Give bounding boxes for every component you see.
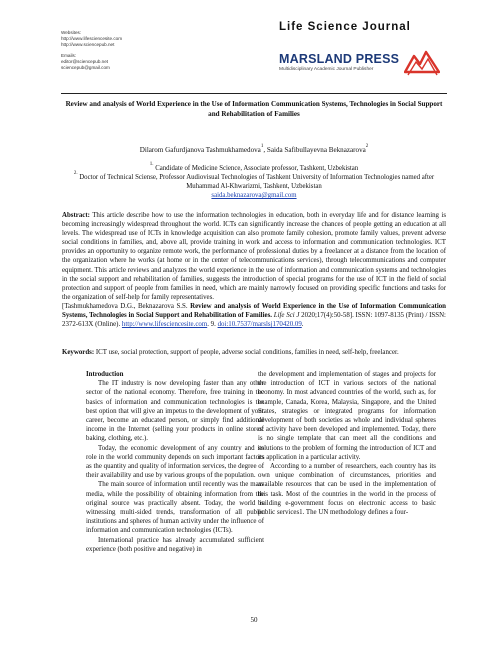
author-name: Saida Safibullayevna Beknazarova [266, 146, 366, 154]
section-heading: Introduction [86, 371, 124, 378]
journal-header [0, 0, 502, 98]
contact-block [61, 30, 122, 71]
abstract-text: This article describe how to use the information technologies in education, both in everyday life and for distance learning is becoming increasingly widespread throughout the world. ICTs can significantly increase the chances of people getting an education at all levels. The widespread use of ICTs in knowledge acquisition can also promote family cohesion, promote family values, prevent adverse social conditions in families, and, above all, provide training in work and access to information and communication technologies. ICT provides an opportunity to organize remote work, the performance of professional duties by a freelancer at a distance from the location of the organization where he works (at home or in the center of telecommunications services), through telecommunications and computer equipment. This article reviews and analyzes the world experience in the use of information and communication systems and technologies in the social support and rehabilitation of families, suggests the introduction of special programs for the use of ICT in the field of social protection and support of people from families in need, which are mainly narrowly focused on providing specific functions and tasks for the organization of self-help for family representatives. [62, 212, 446, 301]
abstract-label: Abstract: [62, 212, 90, 219]
citation-issue: . 9. [207, 321, 216, 329]
affil-marker: 2. [73, 171, 78, 176]
website-link[interactable]: http://www.lifesciencesite.com [61, 36, 123, 41]
website-link[interactable]: http://www.sciencepub.net [61, 42, 115, 47]
body-paragraph: The IT industry is now developing faster than any other sector of the national economy. Therefore, free training in the basics of information and communication technologies is the best option that will give an impetus to the development of your career, become an educated person, or simply find additional income in the Internet (selling your products in online stores: baking, clothing, etc.). [86, 380, 264, 443]
body-paragraph: The main source of information until recently was the mass media, while the possibility of obtaining information from the original source was practically absent. Today, the world is witnessing multi-sided trends, transformation of all public institutions and spheres of human activity under the influence of information and communication technologies (ICTs). [86, 481, 264, 535]
email-link[interactable]: editor@sciencepub.net [61, 59, 109, 64]
body-paragraph: the development and implementation of stages and projects for the introduction of ICT in various sectors of the national economy. In most advanced countries of the world, such as, for example, Canada, Korea, Malaysia, Singapore, and the United States, strategies or integrated programs for information development of both societies as whole and individual spheres of activity have been developed and implemented. Today, there is no single template that can meet all the conditions and solutions to the problem of forming the introduction of ICT and its application in a particular activity. [258, 371, 436, 461]
body-paragraph: International practice has already accumulated sufficient experience (both positive and negative) in [86, 536, 264, 553]
publisher-block [279, 52, 399, 72]
citation-title: Review and analysis of World Experience in the Use of Information Communication Systems, Technologies in Social Support and Rehabilitation of Families. [62, 302, 447, 320]
citation-journal: Life Sci J [273, 312, 300, 320]
email-link[interactable]: sciencepub@gmail.com [61, 65, 110, 70]
author-line [64, 146, 444, 155]
body-paragraph: Today, the economic development of any country and its role in the world community depends on such important factors as the quantity and quality of information services, the degree of their availability and use by various groups of the population. [86, 444, 264, 480]
citation-authors: [Tashmukhamedova D.G., Beknazarova S.S. [62, 302, 188, 310]
author-email-link[interactable]: saida.beknazarova@gmail.com [211, 192, 297, 199]
affiliation-1: Candidate of Medicine Science, Associate professor, Tashkent, Uzbekistan [155, 165, 359, 172]
keywords-text: ICT use, social protection, support of people, adverse social conditions, families in need, self-help, freelancer. [95, 349, 399, 356]
body-paragraph: According to a number of researchers, each country has its own unique combination of circumstances, priorities and available resources that can be used in the implementation of this task. Most of the countries in the world in the process of building e-government focus on electronic access to basic public services1. The UN methodology defines a four- [258, 463, 436, 517]
publisher-tagline: Multidisciplinary Academic Journal Publisher [279, 67, 374, 72]
affiliation-2: Doctor of Technical Sciense, Professor Audiovisual Technologies of Tashkent University of Information Technologies named after Muhammad Al-Khwarizmi, Tashkent, Uzbekistan [79, 174, 435, 190]
keywords [62, 348, 446, 357]
publisher-name: MARSLAND PRESS [279, 52, 400, 66]
author-affil-marker: 1 [260, 144, 264, 149]
citation-end: . [301, 321, 304, 329]
citation-url-link[interactable]: http://www.lifesciencesite.com [121, 321, 208, 329]
citation-details: 2020;17(4):50-58]. ISSN: 1097-8135 (Print) / ISSN: 2372-613X (Online). [62, 312, 446, 329]
body-column-right [258, 370, 436, 517]
doi-link[interactable]: doi:10.7537/marslsj170420.09 [217, 321, 302, 329]
affil-marker: 1. [149, 162, 154, 167]
affiliations [64, 164, 444, 200]
websites-label: Websites: [61, 30, 82, 35]
body-column-left [86, 370, 264, 554]
emails-label: Emails: [61, 53, 77, 58]
journal-title: Life Science Journal [279, 21, 411, 33]
header-divider [61, 93, 447, 94]
author-separator: , [263, 146, 267, 154]
page-number: 50 [250, 616, 258, 624]
article-title: Review and analysis of World Experience in the Use of Information Communication Systems, Technologies in Social Support and Rehabilitation of Families [65, 100, 443, 118]
keywords-label: Keywords: [62, 349, 95, 356]
author-affil-marker: 2 [365, 144, 369, 149]
abstract [62, 211, 446, 329]
author-name: Dilarom Gafurdjanova Tashmukhamedova [139, 146, 261, 154]
marsland-logo-icon [404, 46, 440, 76]
